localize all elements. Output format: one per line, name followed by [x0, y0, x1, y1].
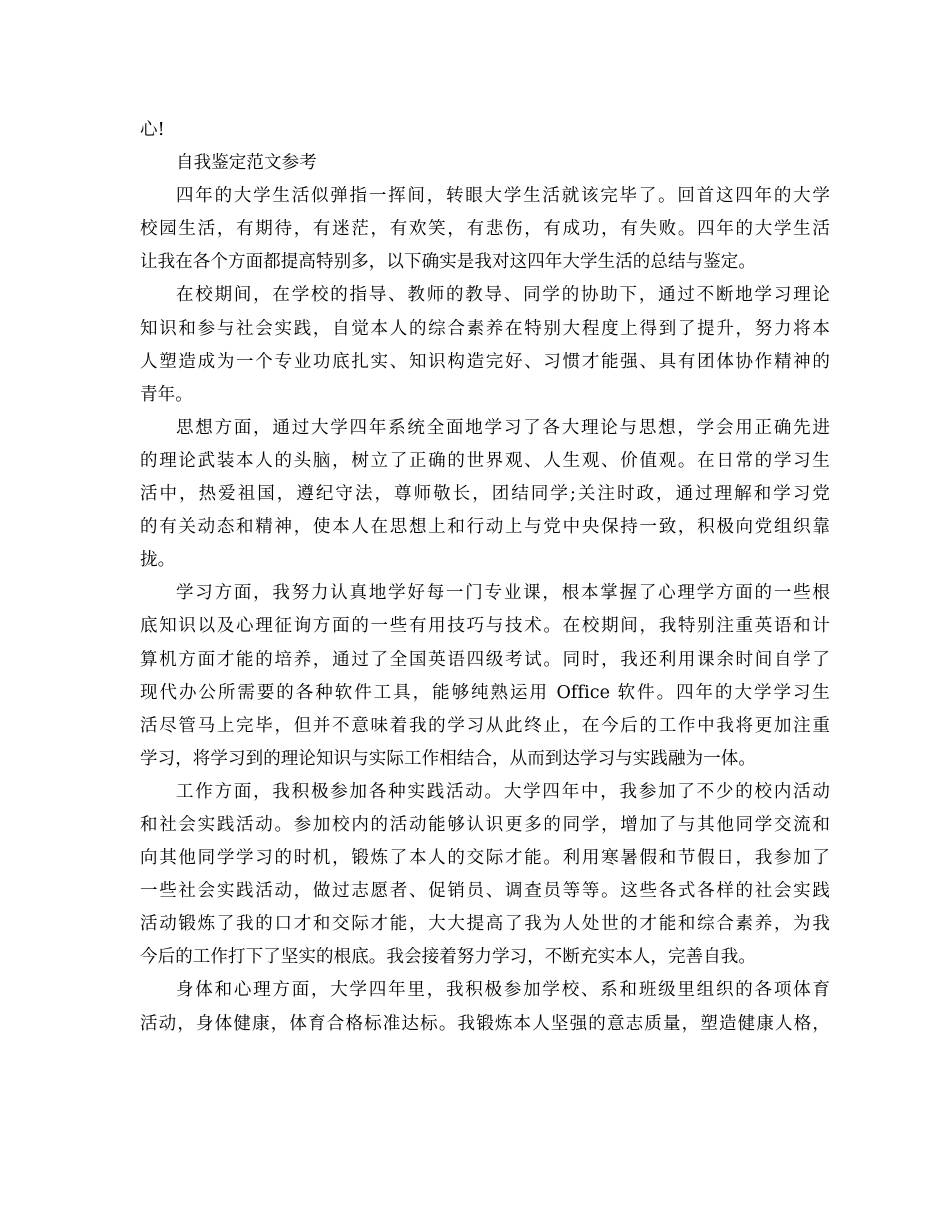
paragraph-first-line: 工作方面，我积极参加各种实践活动。大学四年中，我参加了不少的校内活动: [176, 781, 830, 802]
text-line: 学习，将学习到的理论知识与实际工作相结合，从而到达学习与实践融为一体。: [140, 748, 756, 769]
text-line: 底知识以及心理征询方面的一些有用技巧与技术。在校期间，我特别注重英语和计: [140, 616, 830, 637]
text-line: 和社会实践活动。参加校内的活动能够认识更多的同学，增加了与其他同学交流和: [140, 814, 830, 835]
text-line: 活动，身体健康，体育合格标准达标。我锻炼本人坚强的意志质量，塑造健康人格，: [140, 1013, 830, 1034]
text-line: 活中，热爱祖国，遵纪守法，尊师敬长，团结同学;关注时政，通过理解和学习党: [140, 484, 830, 505]
text-line: 向其他同学学习的时机，锻炼了本人的交际才能。利用寒暑假和节假日，我参加了: [140, 848, 830, 869]
text-line: 青年。: [140, 384, 193, 405]
text-line: 知识和参与社会实践，自觉本人的综合素养在特别大程度上得到了提升，努力将本: [140, 318, 830, 339]
paragraph-first-line: 自我鉴定范文参考: [176, 153, 317, 174]
text-line: 人塑造成为一个专业功底扎实、知识构造完好、习惯才能强、具有团体协作精神的: [140, 351, 830, 372]
text-line: 今后的工作打下了坚实的根底。我会接着努力学习，不断充实本人，完善自我。: [140, 947, 756, 968]
text-line: 的有关动态和精神，使本人在思想上和行动上与党中央保持一致，积极向党组织靠: [140, 517, 830, 538]
text-line: 心!: [140, 120, 165, 140]
text-line: 校园生活，有期待，有迷茫，有欢笑，有悲伤，有成功，有失败。四年的大学生活: [140, 219, 830, 240]
text-line: 活尽管马上完毕，但并不意味着我的学习从此终止，在今后的工作中我将更加注重: [140, 715, 830, 736]
paragraph-first-line: 四年的大学生活似弹指一挥间，转眼大学生活就该完毕了。回首这四年的大学: [176, 186, 830, 207]
text-line: 算机方面才能的培养，通过了全国英语四级考试。同时，我还利用课余时间自学了: [140, 649, 830, 670]
text-line: 一些社会实践活动，做过志愿者、促销员、调查员等等。这些各式各样的社会实践: [140, 881, 830, 902]
text-line: 拢。: [140, 550, 176, 571]
text-line: 活动锻炼了我的口才和交际才能，大大提高了我为人处世的才能和综合素养，为我: [140, 914, 830, 935]
paragraph-first-line: 学习方面，我努力认真地学好每一门专业课，根本掌握了心理学方面的一些根: [176, 583, 830, 604]
paragraph-first-line: 在校期间，在学校的指导、教师的教导、同学的协助下，通过不断地学习理论: [176, 285, 830, 306]
document-body: [140, 114, 830, 1041]
paragraph-first-line: 思想方面，通过大学四年系统全面地学习了各大理论与思想，学会用正确先进: [176, 417, 830, 438]
text-line: 现代办公所需要的各种软件工具，能够纯熟运用 Office 软件。四年的大学学习生: [140, 682, 830, 703]
paragraph-first-line: 身体和心理方面，大学四年里，我积极参加学校、系和班级里组织的各项体育: [176, 980, 830, 1001]
text-line: 让我在各个方面都提高特别多，以下确实是我对这四年大学生活的总结与鉴定。: [140, 252, 756, 273]
text-line: 的理论武装本人的头脑，树立了正确的世界观、人生观、价值观。在日常的学习生: [140, 450, 830, 471]
